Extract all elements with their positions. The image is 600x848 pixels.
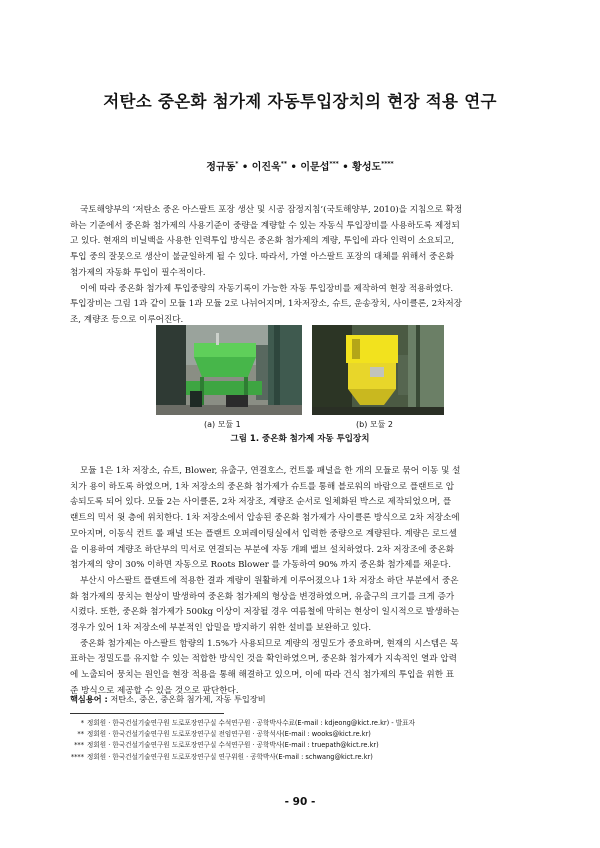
body-line: 고 있다. 현재의 비닐백을 사용한 인력투입 방식은 중온화 첨가제의 계량, 투입에 과다 인력이 소요되고, bbox=[70, 236, 455, 247]
body-line: 랜트의 믹서 윗 층에 위치한다. 1차 저장소에서 압송된 중온화 첨가제가 사이클론 방식으로 2차 저장소에 bbox=[70, 513, 460, 524]
figure-subcaption-a: (a) 모듈 1 bbox=[204, 420, 241, 429]
body-line: 준 방식으로 제공할 수 있을 것으로 판단한다. bbox=[70, 685, 239, 696]
body-line: 경우가 있어 1차 저장소에 부분적인 압밀을 방지하기 위한 설비를 보완하고 있다. bbox=[70, 623, 372, 634]
paper-title: 저탄소 중온화 첨가제 자동투입장치의 현장 적용 연구 bbox=[103, 92, 497, 111]
body-line: 하는 기준에서 중온화 첨가제의 사용기준이 중량을 계량할 수 있는 자동식 투입장비를 사용하도록 제정되 bbox=[70, 220, 460, 231]
body-line: 모듈 1은 1차 저장소, 슈트, Blower, 유출구, 연결호스, 컨트롤 패널을 한 개의 모듈로 묶어 이동 및 설 bbox=[80, 466, 461, 476]
body-line: 표하는 정밀도를 유지할 수 있는 적합한 방식인 것을 확인하였으며, 중온화 첨가제가 지속적인 열과 압력 bbox=[70, 654, 457, 665]
module-1-photo bbox=[156, 325, 302, 415]
body-line: 조, 계량조 등으로 이루어진다. bbox=[70, 314, 184, 325]
main-text bbox=[70, 464, 530, 700]
footnotes bbox=[62, 718, 415, 763]
body-line: 중온화 첨가제는 아스팔트 함량의 1.5%가 사용되므로 계량의 정밀도가 중요하며, 현재의 시스템은 목 bbox=[80, 638, 459, 649]
module-2-photo bbox=[312, 325, 444, 415]
author-4: 황성도**** bbox=[352, 160, 394, 173]
author-line: 정규동* • 이진욱** • 이문섭*** • 황성도**** bbox=[206, 160, 394, 173]
footnote-4: **** 정회원 · 한국건설기술연구원 도로포장연구실 연구위원 · 공학박사(E-mail : schwang@kict.re.kr) bbox=[70, 752, 373, 761]
body-line: 부산시 아스팔트 플랜트에 적용한 결과 계량이 원활하게 이루어졌으나 1차 저장소 하단 부분에서 중온 bbox=[80, 575, 459, 586]
body-line: 을 이용하여 계량조 하단부의 믹서로 연결되는 부분에 자동 개폐 밸브 설치하였다. 2차 저장조에 중온화 bbox=[70, 544, 455, 555]
body-line: 모아지며, 이동식 컨트 롤 패널 또는 플랜트 오퍼레이팅실에서 입력한 중량으로 계량된다. 계량은 로드셀 bbox=[70, 528, 457, 539]
body-line: 투입 중의 잘못으로 생산이 불균일하게 될 수 있다. 따라서, 가열 아스팔트 포장의 대체를 위해서 중온화 bbox=[70, 252, 455, 263]
figure-caption: 그림 1. 중온화 첨가제 자동 투입장치 bbox=[230, 434, 370, 444]
author-3: 이문섭*** bbox=[300, 160, 339, 173]
body-line: 송되도록 되어 있다. 모듈 2는 사이클론, 2차 저장조, 계량조 순서로 일체화된 박스로 제작되었으며, 플 bbox=[70, 497, 452, 508]
body-line: 이에 따라 중온화 첨가제 투입중량의 자동기록이 가능한 자동 투입장비를 제작하여 현장 적용하였다. bbox=[80, 283, 454, 294]
intro-text bbox=[70, 203, 530, 329]
figure-1 bbox=[156, 325, 444, 415]
footnote-1: * 정회원 · 한국건설기술연구원 도로포장연구실 수석연구원 · 공학박사수료(E-mail : kdjeong@kict.re.kr) - 발표자 bbox=[80, 719, 415, 727]
page-number: - 90 - bbox=[284, 796, 316, 808]
author-2: 이진욱** bbox=[251, 160, 288, 173]
body-line: 에 노출되어 뭉치는 원인을 현장 적용을 통해 해결하고 있으며, 이에 따라 건식 첨가제의 투입을 위한 표 bbox=[70, 670, 455, 681]
body-line: 투입장비는 그림 1과 같이 모듈 1과 모듈 2로 나뉘어지며, 1차저장소, 슈트, 운송장치, 사이클론, 2차저장 bbox=[70, 299, 462, 310]
body-line: 치가 용이 하도록 하였으며, 1차 저장소의 중온화 첨가제가 슈트를 통해 블로워의 바람으로 플랜트로 압 bbox=[70, 481, 455, 492]
footnote-divider bbox=[70, 713, 224, 714]
keywords-text: 저탄소, 중온, 중온화 첨가제, 자동 투입장비 bbox=[107, 694, 266, 704]
body-line: 국토해양부의 ‘저탄소 중온 아스팔트 포장 생산 및 시공 잠정지침’(국토해양부, 2010)을 지침으로 확정 bbox=[80, 205, 463, 215]
body-line: 화 첨가제의 뭉치는 현상이 발생하여 중온화 첨가제의 형상을 변경하였으며, 유출구의 크기를 크게 증가 bbox=[70, 591, 455, 602]
footnote-2: ** 정회원 · 한국건설기술연구원 도로포장연구실 전임연구원 · 공학석사(E-mail : wooks@kict.re.kr) bbox=[77, 730, 371, 739]
figure-subcaption-b: (b) 모듈 2 bbox=[356, 420, 393, 429]
body-line: 첨가제의 양이 30% 이하면 자동으로 Roots Blower 를 가동하여 90% 까지 중온화 첨가제를 채운다. bbox=[70, 560, 451, 571]
footnote-3: *** 정회원 · 한국건설기술연구원 도로포장연구실 수석연구원 · 공학박사(E-mail : truepath@kict.re.kr) bbox=[74, 741, 379, 750]
body-line: 시켰다. 또한, 중온화 첨가제가 500kg 이상이 저장될 경우 여름철에 막히는 현상이 일시적으로 발생하는 bbox=[70, 607, 460, 618]
body-line: 첨가제의 자동화 투입이 필수적이다. bbox=[70, 267, 206, 278]
author-1: 정규동* bbox=[206, 160, 239, 173]
keywords bbox=[70, 694, 266, 705]
keywords-label: 핵심용어 : bbox=[70, 694, 108, 704]
